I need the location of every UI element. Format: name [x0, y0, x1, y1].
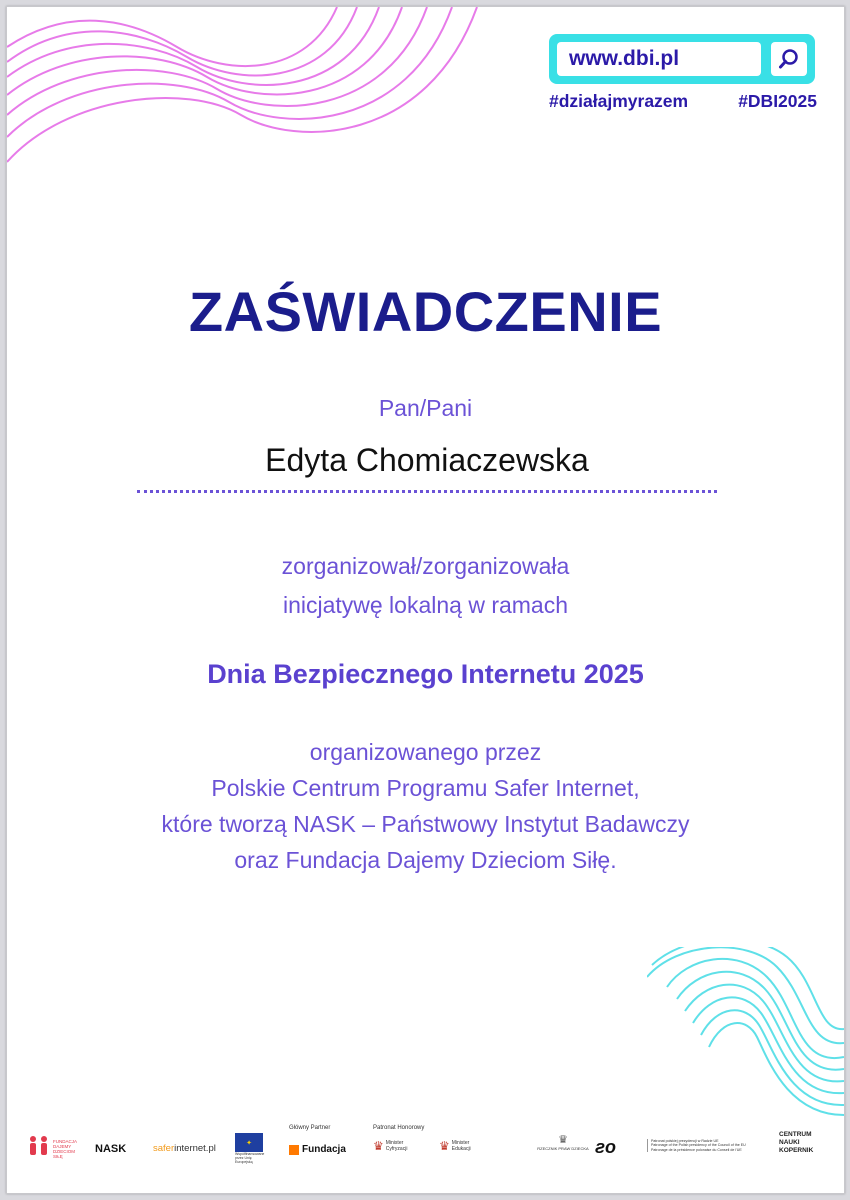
- orange-square-icon: [289, 1145, 299, 1155]
- presidency-logo-icon: ƨo: [595, 1137, 617, 1157]
- rpd-logo: ♛ RZECZNIK PRAW DZIECKA: [535, 1133, 591, 1151]
- kopernik-logo: CENTRUM NAUKI KOPERNIK: [779, 1131, 814, 1154]
- children-icon: [27, 1135, 51, 1157]
- search-icon: [771, 42, 807, 76]
- main-partner: Główny Partner Fundacja: [289, 1125, 346, 1155]
- eagle-emblem-icon: ♛: [373, 1139, 384, 1153]
- eagle-emblem-icon: ♛: [439, 1139, 450, 1153]
- eagle-emblem-icon: ♛: [558, 1134, 568, 1146]
- organizer-line: organizowanego przez: [309, 739, 542, 765]
- presidency-patronage: Patronat polskiej prezydencji w Radzie UE Patronage of the Polish presidency of the Council of the EU Patronage de la présidence polonaise du Conseil de l'UE: [647, 1139, 769, 1152]
- hashtags: [549, 91, 817, 112]
- salutation: Pan/Pani: [378, 395, 473, 421]
- page-title: ZAŚWIADCZENIE: [188, 280, 663, 343]
- organizer-line: Polskie Centrum Programu Safer Internet,: [211, 775, 640, 801]
- fdds-logo: FUNDACJA DAJEMY DZIECIOM SIŁĘ: [27, 1135, 85, 1162]
- url-search-box: [549, 34, 815, 84]
- organized-line: zorganizował/zorganizowała: [281, 553, 570, 579]
- honorary-patronage: Patronat Honorowy ♛ Minister Cyfryzacji ♛ Minister Edukacji: [373, 1125, 471, 1153]
- organized-line: inicjatywę lokalną w ramach: [282, 592, 569, 618]
- partner-logos: [7, 1125, 844, 1185]
- saferinternet-logo: saferinternet.pl: [153, 1143, 216, 1154]
- organizer-line: które tworzą NASK – Państwowy Instytut Badawczy: [161, 811, 690, 837]
- eu-flag-logo: ✦ Współfinansowane przez Unię Europejską: [235, 1133, 269, 1164]
- event-name: Dnia Bezpiecznego Internetu 2025: [207, 659, 644, 689]
- eu-stars-icon: ✦: [235, 1133, 263, 1152]
- hashtag: #DBI2025: [738, 91, 817, 111]
- recipient-name: Edyta Chomiaczewska: [265, 442, 589, 478]
- hashtag: #działajmyrazem: [549, 91, 689, 111]
- nask-logo: NASK: [95, 1143, 127, 1155]
- certificate-page: [6, 6, 845, 1194]
- url-text: www.dbi.pl: [557, 42, 761, 76]
- name-underline: [137, 490, 717, 493]
- pink-wave-decoration: [7, 7, 487, 177]
- cyan-wave-decoration: [647, 947, 844, 1117]
- organizer-line: oraz Fundacja Dajemy Dzieciom Siłę.: [234, 847, 617, 873]
